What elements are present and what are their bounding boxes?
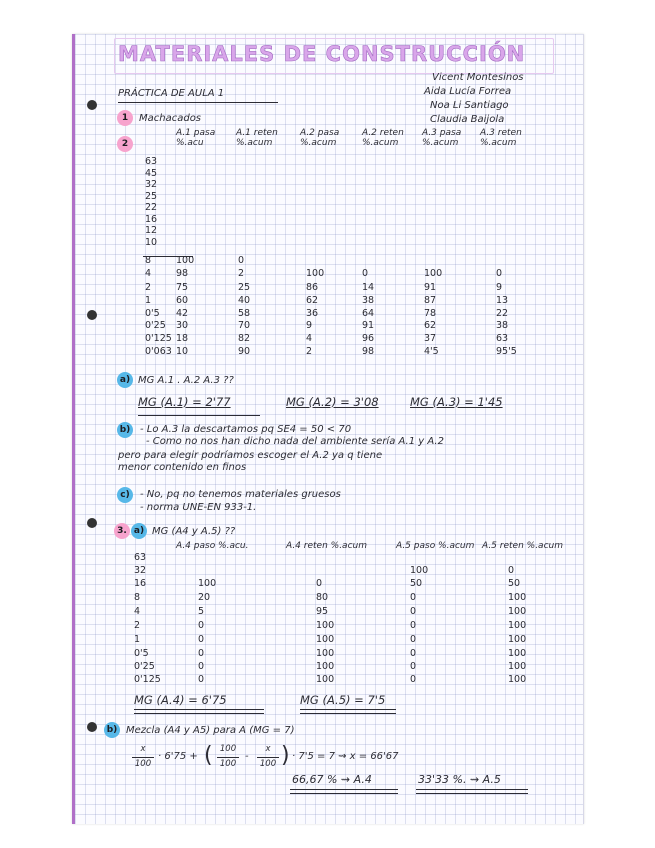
table1-header: A.3 pasa %.acum <box>422 128 462 148</box>
answer-b-line: pero para elegir podríamos escoger el A.2 ya q tiene <box>118 450 383 461</box>
answer-b-marker: b) <box>117 422 133 438</box>
sieve-size: 8 <box>134 592 141 603</box>
table1-cell: 60 <box>176 295 189 306</box>
table1-cell: 90 <box>238 346 251 357</box>
mg-result: MG (A.5) = 7'5 <box>300 693 386 707</box>
table1-cell: 95'5 <box>496 346 517 357</box>
table1-cell: 36 <box>306 308 319 319</box>
sieve-size: 1 <box>134 634 141 645</box>
sieve-size: 63 <box>145 156 158 167</box>
table1-cell: 4 <box>306 333 313 344</box>
table2-cell: 0 <box>410 634 417 645</box>
table2-cell: 100 <box>508 648 527 659</box>
sieve-size: 8 <box>145 255 152 266</box>
mg-result: MG (A.1) = 2'77 <box>138 395 231 409</box>
table1-cell: 86 <box>306 282 319 293</box>
table2-cell: 0 <box>410 620 417 631</box>
sieve-size: 0'063 <box>145 346 172 357</box>
table1-cell: 0 <box>496 268 503 279</box>
table1-cell: 30 <box>176 320 189 331</box>
sieve-size: 10 <box>145 236 158 248</box>
sieve-size: 25 <box>145 190 158 202</box>
table1-cell: 0 <box>362 268 369 279</box>
sieve-divider <box>143 256 193 257</box>
sieve-size: 12 <box>145 225 158 236</box>
table1-cell: 14 <box>362 282 375 293</box>
fraction-bar <box>217 757 239 758</box>
sieve-size: 0'25 <box>145 320 166 331</box>
table2-cell: 100 <box>508 634 527 645</box>
mg-underline <box>138 415 260 416</box>
sieve-size: 4 <box>145 268 152 279</box>
binder-hole <box>87 722 97 732</box>
answer-a-marker: a) <box>117 372 133 388</box>
question-3a-marker: a) <box>131 523 147 539</box>
table2-cell: 100 <box>316 661 335 672</box>
table1-cell: 13 <box>496 295 509 306</box>
table2-header: A.5 reten %.acum <box>482 541 563 551</box>
sieve-size: 0'125 <box>134 674 161 685</box>
table1-cell: 0 <box>238 255 245 266</box>
equation-100-bottom: 100 <box>259 759 277 769</box>
sieve-size: 4 <box>134 606 141 617</box>
table2-cell: 0 <box>198 620 205 631</box>
equation-tail: · 7'5 = 7 ⇝ x = 66'67 <box>292 751 399 762</box>
equation-mid: · 6'75 + <box>158 751 198 762</box>
table2-cell: 0 <box>198 674 205 685</box>
binder-hole <box>87 100 97 110</box>
table2-header: A.4 paso %.acu. <box>176 541 249 551</box>
table1-cell: 62 <box>424 320 437 331</box>
table1-cell: 2 <box>238 268 245 279</box>
answer-c-line: - norma UNE-EN 933-1. <box>140 502 257 513</box>
answer-b-line: - Como no nos han dicho nada del ambiente sería A.1 y A.2 <box>146 436 444 447</box>
equation-100-bottom: 100 <box>219 759 237 769</box>
binder-hole <box>87 518 97 528</box>
table1-cell: 91 <box>362 320 375 331</box>
page-title: MATERIALES DE CONSTRUCCIÓN <box>118 42 526 66</box>
table2-cell: 100 <box>316 620 335 631</box>
practice-label: PRÁCTICA DE AULA 1 <box>118 88 225 99</box>
author-name: Claudia Baijola <box>430 114 505 125</box>
mg-double-underline <box>300 709 396 710</box>
table1-cell: 70 <box>238 320 251 331</box>
table1-cell: 98 <box>176 268 189 279</box>
table2-cell: 20 <box>198 592 211 603</box>
table2-cell: 0 <box>410 606 417 617</box>
table1-cell: 38 <box>362 295 375 306</box>
sieve-size: 0'25 <box>134 661 155 672</box>
sieve-size: 2 <box>134 620 141 631</box>
fraction-bar <box>257 757 279 758</box>
mg-result: MG (A.4) = 6'75 <box>134 693 227 707</box>
table2-cell: 100 <box>316 648 335 659</box>
table1-cell: 58 <box>238 308 251 319</box>
final-double-underline <box>416 789 528 790</box>
table1-cell: 100 <box>176 255 195 266</box>
table2-cell: 95 <box>316 606 329 617</box>
answer-a-question: MG A.1 . A.2 A.3 ?? <box>138 375 234 386</box>
equation-100-bottom: 100 <box>134 759 152 769</box>
equation-paren-close: ) <box>281 743 290 768</box>
table2-cell: 0 <box>410 674 417 685</box>
table2-cell: 100 <box>508 592 527 603</box>
question-2-marker: 2 <box>117 136 133 152</box>
table1-cell: 38 <box>496 320 509 331</box>
table2-cell: 0 <box>508 565 515 576</box>
answer-c-marker: c) <box>117 487 133 503</box>
author-name: Noa Li Santiago <box>430 100 509 111</box>
sieve-size: 1 <box>145 295 152 306</box>
binder-hole <box>87 310 97 320</box>
table2-cell: 0 <box>198 634 205 645</box>
table1-header: A.2 pasa %.acum <box>300 128 340 148</box>
question-5-text: Mezcla (A4 y A5) para A (MG = 7) <box>126 725 295 736</box>
sieve-size: 32 <box>145 179 158 190</box>
sieve-size: 45 <box>145 167 158 179</box>
table2-cell: 50 <box>508 578 521 589</box>
table2-header: A.5 paso %.acum <box>396 541 475 551</box>
table2-cell: 0 <box>198 648 205 659</box>
table2-cell: 100 <box>316 674 335 685</box>
table1-cell: 100 <box>424 268 443 279</box>
table2-cell: 100 <box>508 620 527 631</box>
final-result: 66,67 % ⇝ A.4 <box>292 773 372 786</box>
author-name: Aida Lucía Forrea <box>424 86 512 97</box>
final-double-underline <box>290 789 398 790</box>
table1-header: A.3 reten %.acum <box>480 128 522 148</box>
final-double-underline <box>416 793 528 794</box>
table1-cell: 75 <box>176 282 189 293</box>
table1-cell: 4'5 <box>424 346 439 357</box>
table2-cell: 100 <box>316 634 335 645</box>
mg-double-underline <box>134 713 264 714</box>
table1-header: A.1 reten %.acum <box>236 128 278 148</box>
sieve-size: 32 <box>134 565 147 576</box>
equation-x-top: x <box>265 744 271 754</box>
table1-cell: 98 <box>362 346 375 357</box>
table1-cell: 78 <box>424 308 437 319</box>
final-double-underline <box>290 793 398 794</box>
table1-cell: 96 <box>362 333 375 344</box>
table2-cell: 5 <box>198 606 205 617</box>
table2-cell: 50 <box>410 578 423 589</box>
table1-cell: 40 <box>238 295 251 306</box>
mg-result: MG (A.2) = 3'08 <box>286 395 379 409</box>
table2-cell: 0 <box>410 648 417 659</box>
question-1-text: Machacados <box>139 113 202 124</box>
question-1-marker: 1 <box>117 110 133 126</box>
question-3-text: MG (A4 y A.5) ?? <box>152 526 236 537</box>
question-3-marker: 3. <box>114 523 130 539</box>
table1-cell: 87 <box>424 295 437 306</box>
table2-cell: 100 <box>198 578 217 589</box>
question-5-marker: b) <box>104 722 120 738</box>
answer-b-line: - Lo A.3 la descartamos pq SE4 = 50 < 70 <box>140 424 352 435</box>
table2-cell: 100 <box>508 661 527 672</box>
sieve-size: 0'5 <box>134 648 149 659</box>
sieve-size: 16 <box>145 213 158 225</box>
sieve-size: 16 <box>134 578 147 589</box>
table2-cell: 0 <box>410 592 417 603</box>
table1-cell: 2 <box>306 346 313 357</box>
sieve-size: 22 <box>145 202 158 213</box>
table1-cell: 62 <box>306 295 319 306</box>
mg-double-underline <box>300 713 396 714</box>
table1-cell: 22 <box>496 308 509 319</box>
mg-result: MG (A.3) = 1'45 <box>410 395 503 409</box>
table2-cell: 100 <box>508 674 527 685</box>
practice-underline <box>118 102 278 103</box>
table2-cell: 0 <box>316 578 323 589</box>
equation-paren-open: ( <box>204 743 213 768</box>
table1-cell: 37 <box>424 333 437 344</box>
table2-cell: 0 <box>410 661 417 672</box>
sieve-size: 2 <box>145 282 152 293</box>
author-name: Vicent Montesinos <box>432 72 524 83</box>
answer-b-line: menor contenido en finos <box>118 462 247 473</box>
table1-cell: 42 <box>176 308 189 319</box>
table1-header: A.1 pasa %.acu <box>176 128 216 148</box>
table1-cell: 25 <box>238 282 251 293</box>
table1-cell: 9 <box>306 320 313 331</box>
sieve-size: 0'5 <box>145 308 160 319</box>
table2-header: A.4 reten %.acum <box>286 541 367 551</box>
table1-cell: 10 <box>176 346 189 357</box>
equation-x-top: x <box>140 744 146 754</box>
table1-cell: 18 <box>176 333 189 344</box>
table2-cell: 100 <box>410 565 429 576</box>
table2-cell: 0 <box>198 661 205 672</box>
table1-cell: 91 <box>424 282 437 293</box>
table2-cell: 100 <box>508 606 527 617</box>
table1-header: A.2 reten %.acum <box>362 128 404 148</box>
mg-double-underline <box>134 709 264 710</box>
final-result: 33'33 %. ⇝ A.5 <box>418 773 501 786</box>
table1-cell: 63 <box>496 333 509 344</box>
sieve-size: 0'125 <box>145 333 172 344</box>
fraction-bar <box>132 757 154 758</box>
answer-c-line: - No, pq no tenemos materiales gruesos <box>140 489 341 500</box>
equation-minus: - <box>245 751 249 762</box>
table1-cell: 82 <box>238 333 251 344</box>
table1-cell: 9 <box>496 282 503 293</box>
equation-100-top: 100 <box>219 744 237 754</box>
table1-cell: 100 <box>306 268 325 279</box>
table2-cell: 80 <box>316 592 329 603</box>
table1-cell: 64 <box>362 308 375 319</box>
sieve-size: 63 <box>134 552 147 563</box>
